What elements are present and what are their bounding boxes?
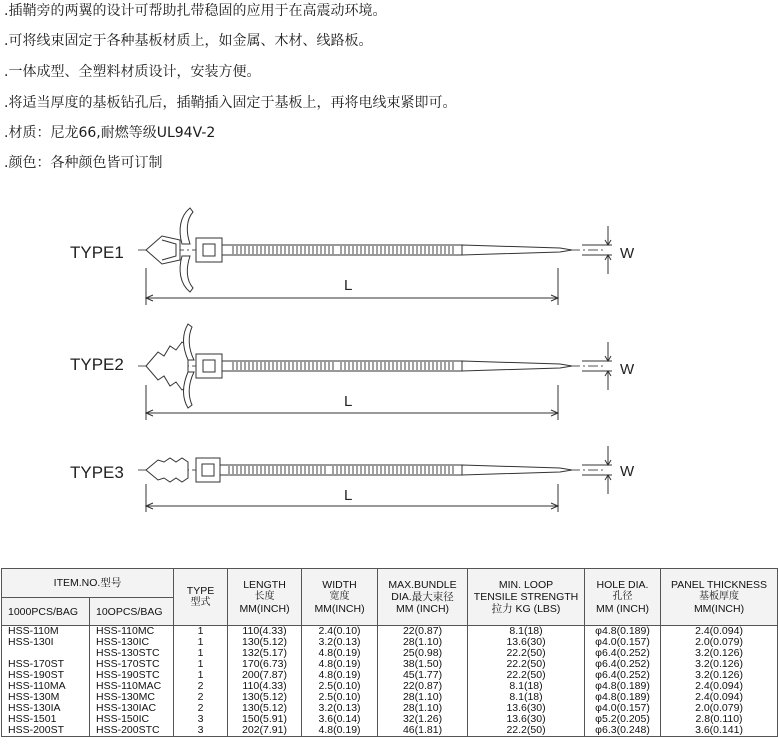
- table-cell: HSS-1501: [2, 714, 90, 725]
- table-cell: φ4.0(0.157): [585, 637, 661, 648]
- type2-length-label: L: [344, 393, 353, 410]
- table-cell: HSS-110M: [2, 626, 90, 638]
- table-cell: 46(1.81): [378, 725, 468, 737]
- header-hole-dia: HOLE DIA. 孔径 MM (INCH): [585, 569, 661, 626]
- table-cell: 2.8(0.110): [661, 714, 778, 725]
- type3-tie: [138, 458, 605, 482]
- table-cell: φ4.8(0.189): [585, 681, 661, 692]
- table-cell: 2.4(0.094): [661, 681, 778, 692]
- table-cell: HSS-130I: [2, 637, 90, 648]
- header-item-no: ITEM.NO.型号: [2, 569, 174, 598]
- type3-length-label: L: [344, 487, 353, 504]
- table-cell: 3.2(0.13): [302, 703, 378, 714]
- table-cell: 1: [174, 637, 228, 648]
- table-cell: 13.6(30): [468, 703, 585, 714]
- table-cell: 1: [174, 626, 228, 638]
- table-cell: 3.2(0.13): [302, 637, 378, 648]
- table-cell: 2: [174, 692, 228, 703]
- table-cell: 45(1.77): [378, 670, 468, 681]
- header-tensile: MIN. LOOP TENSILE STRENGTH 拉力 KG (LBS): [468, 569, 585, 626]
- table-cell: φ4.8(0.189): [585, 692, 661, 703]
- table-cell: 110(4.33): [228, 626, 302, 638]
- feature-line: .可将线束固定于各种基板材质上，如金属、木材、线路板。: [4, 33, 373, 49]
- table-cell: HSS-190ST: [2, 670, 90, 681]
- table-cell: HSS-130STC: [90, 648, 174, 659]
- table-cell: 3.2(0.126): [661, 648, 778, 659]
- table-cell: 22.2(50): [468, 648, 585, 659]
- table-row: [2, 725, 778, 737]
- table-cell: 3: [174, 725, 228, 737]
- type2-label: TYPE2: [70, 355, 124, 374]
- table-cell: 2: [174, 681, 228, 692]
- table-cell: 1: [174, 648, 228, 659]
- table-cell: HSS-150IC: [90, 714, 174, 725]
- table-cell: 2: [174, 703, 228, 714]
- table-cell: 2.4(0.10): [302, 626, 378, 638]
- feature-line: .材质：尼龙66,耐燃等级UL94V-2: [4, 125, 216, 141]
- table-cell: 32(1.26): [378, 714, 468, 725]
- type2-width-label: W: [620, 361, 635, 378]
- table-cell: 3.6(0.14): [302, 714, 378, 725]
- table-cell: HSS-170ST: [2, 659, 90, 670]
- table-cell: 3: [174, 714, 228, 725]
- table-cell: 4.8(0.19): [302, 648, 378, 659]
- table-cell: 2.4(0.094): [661, 626, 778, 638]
- header-type: TYPE 型式: [174, 569, 228, 626]
- cable-tie-drawing: [0, 190, 778, 520]
- table-cell: 22.2(50): [468, 725, 585, 737]
- type1-length-label: L: [344, 277, 353, 294]
- table-cell: φ6.4(0.252): [585, 648, 661, 659]
- table-cell: 8.1(18): [468, 681, 585, 692]
- table-cell: 2.0(0.079): [661, 637, 778, 648]
- table-cell: 22.2(50): [468, 670, 585, 681]
- table-cell: 1: [174, 659, 228, 670]
- table-cell: 25(0.98): [378, 648, 468, 659]
- table-cell: HSS-200ST: [2, 725, 90, 737]
- header-100pcs: 10OPCS/BAG: [90, 598, 174, 626]
- table-cell: 3.6(0.141): [661, 725, 778, 737]
- feature-line: .一体成型、全塑料材质设计，安装方便。: [4, 64, 261, 80]
- table-cell: 200(7.87): [228, 670, 302, 681]
- table-cell: 13.6(30): [468, 637, 585, 648]
- table-cell: 130(5.12): [228, 692, 302, 703]
- table-cell: 132(5.17): [228, 648, 302, 659]
- table-cell: 8.1(18): [468, 692, 585, 703]
- header-width: WIDTH 宽度 MM(INCH): [302, 569, 378, 626]
- table-cell: 22.2(50): [468, 659, 585, 670]
- header-1000pcs: 1000PCS/BAG: [2, 598, 90, 626]
- table-cell: 4.8(0.19): [302, 670, 378, 681]
- table-cell: HSS-110MAC: [90, 681, 174, 692]
- table-cell: 110(4.33): [228, 681, 302, 692]
- table-cell: φ6.4(0.252): [585, 659, 661, 670]
- table-cell: 3.2(0.126): [661, 670, 778, 681]
- header-panel-thickness: PANEL THICKNESS 基板厚度 MM(INCH): [661, 569, 778, 626]
- table-cell: 130(5.12): [228, 703, 302, 714]
- table-cell: 28(1.10): [378, 692, 468, 703]
- table-cell: 8.1(18): [468, 626, 585, 638]
- table-cell: HSS-170STC: [90, 659, 174, 670]
- table-cell: 1: [174, 670, 228, 681]
- type3-label: TYPE3: [70, 463, 124, 482]
- table-cell: HSS-190STC: [90, 670, 174, 681]
- type1-tie: [138, 208, 605, 292]
- header-max-bundle: MAX.BUNDLE DIA.最大束径 MM (INCH): [378, 569, 468, 626]
- type2-tie: [138, 324, 605, 408]
- table-cell: φ4.0(0.157): [585, 703, 661, 714]
- table-cell: 3.2(0.126): [661, 659, 778, 670]
- type3-width-label: W: [620, 463, 635, 480]
- table-cell: 2.5(0.10): [302, 692, 378, 703]
- table-cell: HSS-110MC: [90, 626, 174, 638]
- type1-width-label: W: [620, 245, 635, 262]
- table-cell: 202(7.91): [228, 725, 302, 737]
- table-cell: 38(1.50): [378, 659, 468, 670]
- table-cell: HSS-130IC: [90, 637, 174, 648]
- table-cell: HSS-130MC: [90, 692, 174, 703]
- table-cell: HSS-130IAC: [90, 703, 174, 714]
- header-length: LENGTH 长度 MM(INCH): [228, 569, 302, 626]
- table-cell: 4.8(0.19): [302, 725, 378, 737]
- spec-table-body: [2, 626, 778, 737]
- table-cell: φ5.2(0.205): [585, 714, 661, 725]
- table-cell: 28(1.10): [378, 637, 468, 648]
- table-cell: φ6.4(0.252): [585, 670, 661, 681]
- table-cell: φ6.3(0.248): [585, 725, 661, 737]
- table-cell: HSS-200STC: [90, 725, 174, 737]
- table-cell: HSS-130IA: [2, 703, 90, 714]
- table-cell: 2.5(0.10): [302, 681, 378, 692]
- table-cell: 150(5.91): [228, 714, 302, 725]
- table-cell: HSS-130M: [2, 692, 90, 703]
- table-cell: 13.6(30): [468, 714, 585, 725]
- spec-table: [1, 568, 778, 737]
- feature-line: .插鞘旁的两翼的设计可帮助扎带稳固的应用于在高震动环境。: [4, 3, 387, 19]
- table-cell: 28(1.10): [378, 703, 468, 714]
- table-cell: HSS-110MA: [2, 681, 90, 692]
- table-cell: φ4.8(0.189): [585, 626, 661, 638]
- table-cell: 170(6.73): [228, 659, 302, 670]
- table-cell: 22(0.87): [378, 626, 468, 638]
- table-cell: 4.8(0.19): [302, 659, 378, 670]
- table-cell: 2.4(0.094): [661, 692, 778, 703]
- table-cell: 22(0.87): [378, 681, 468, 692]
- type1-label: TYPE1: [70, 243, 124, 262]
- table-cell: 2.0(0.079): [661, 703, 778, 714]
- feature-line: .颜色：各种颜色皆可订制: [4, 155, 163, 171]
- table-cell: 130(5.12): [228, 637, 302, 648]
- feature-line: .将适当厚度的基板钻孔后，插鞘插入固定于基板上，再将电线束紧即可。: [4, 95, 457, 111]
